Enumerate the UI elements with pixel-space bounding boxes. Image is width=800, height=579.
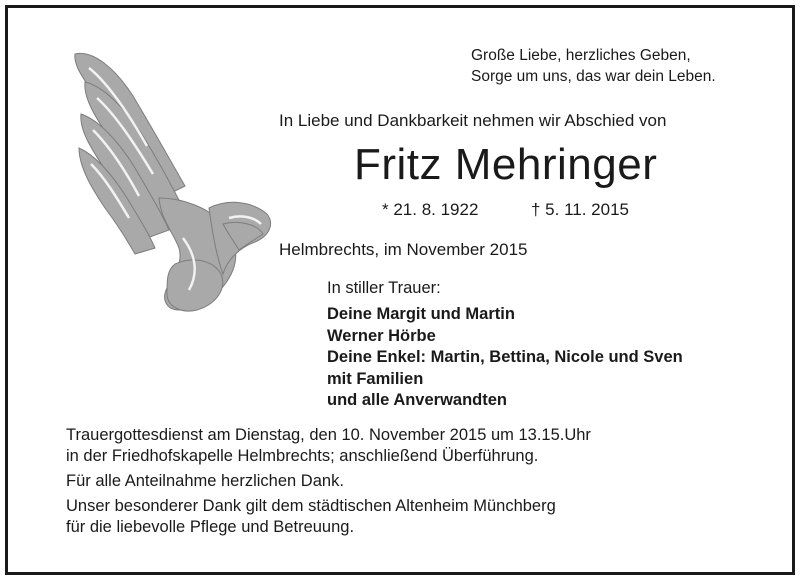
memorial-poem [471, 45, 716, 87]
poem-line: Große Liebe, herzliches Geben, [471, 47, 691, 64]
family-member: Werner Hörbe [327, 326, 436, 345]
birth-date: * 21. 8. 1922 [382, 200, 479, 219]
special-thanks-line: für die liebevolle Pflege und Betreuung. [66, 518, 355, 536]
family-member: mit Familien [327, 369, 424, 388]
family-member: Deine Margit und Martin [327, 305, 515, 323]
family-member: Deine Enkel: Martin, Bettina, Nicole und Sven [327, 348, 683, 366]
farewell-intro: In Liebe und Dankbarkeit nehmen wir Abschied von [279, 111, 667, 130]
deceased-name: Fritz Mehringer [354, 140, 658, 189]
praying-hands-icon [63, 48, 278, 318]
death-date: † 5. 11. 2015 [531, 200, 629, 219]
family-member: und alle Anverwandten [327, 391, 508, 409]
service-line: Trauergottesdienst am Dienstag, den 10. November 2015 um 13.15.Uhr [66, 426, 591, 444]
service-info [66, 425, 591, 538]
thanks-line: Für alle Anteilnahme herzlichen Dank. [66, 472, 344, 490]
mourning-intro: In stiller Trauer: [327, 279, 441, 297]
place-and-date: Helmbrechts, im November 2015 [279, 240, 528, 259]
poem-line: Sorge um uns, das war dein Leben. [471, 68, 716, 85]
family-list [327, 304, 683, 412]
special-thanks-line: Unser besonderer Dank gilt dem städtischen Altenheim Münchberg [66, 497, 556, 515]
service-line: in der Friedhofskapelle Helmbrechts; anschließend Überführung. [66, 447, 539, 465]
obituary-notice [5, 5, 795, 575]
